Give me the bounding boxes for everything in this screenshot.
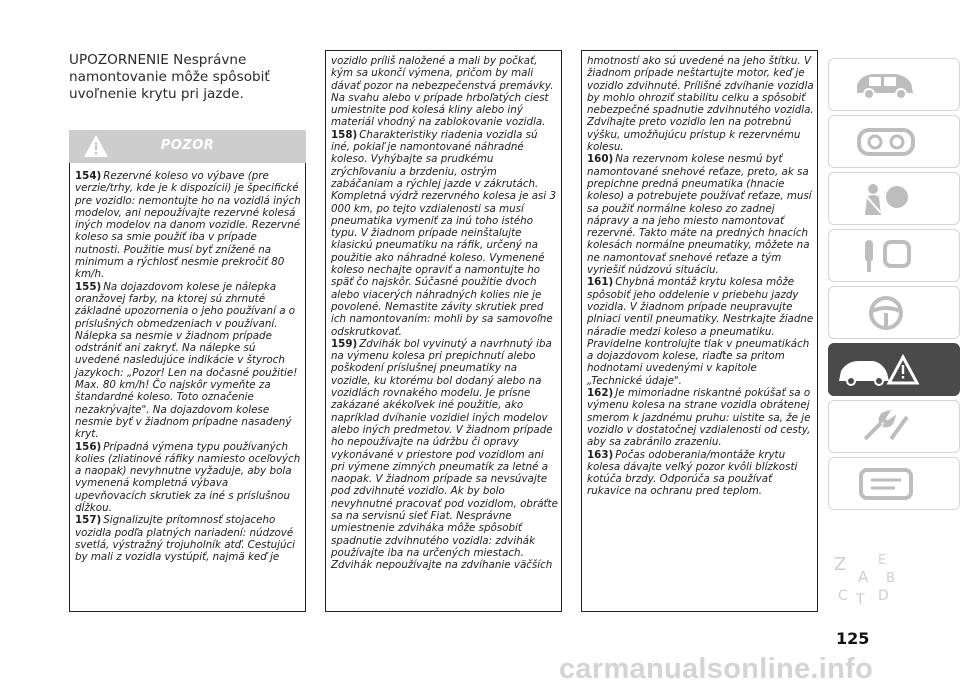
note-number: 155) [75,280,102,293]
note-text: Chybná montáž krytu kolesa môže spôsobiť jeho oddelenie v priebehu jazdy vozidla. V žiadnom prípade neupravujte plniaci ventil pneumatiky. Nestrkajte žiadne náradie medzi koleso a pneumatiku. Pravidelne kontrolujte tlak v pneumatikách a dojazdovom kolese, riaďte sa pritom hodnotami uvedenými v kapitole „Technické údaje". [587,276,814,387]
intro-text: Nesprávne namontovanie môže spôsobiť uvoľnenie krytu pri jazde. [69,52,270,102]
note-161 [587,276,814,387]
note-number: 163) [587,448,614,461]
note-160 [587,153,814,276]
note-154 [75,170,302,281]
column-2-text [331,55,558,571]
column-3-text [587,55,814,498]
note-text: Zdvihák bol vyvinutý a navrhnutý iba na výmenu kolesa pri prepichnutí alebo poškodení príslušnej pneumatiky na vozidle, ku ktorému bol dodaný alebo na vozidlách rovnakého modelu. Je prísne zakázané akékoľvek iné použitie, ako napríklad dvíhanie vozidiel iných modelov alebo iných predmetov. V žiadnom prípade ho nepoužívajte na údržbu či opravy vykonávané v priestore pod vozidlom ani pri výmene zimných pneumatík za letné a naopak. V žiadnom prípade sa nevsúvajte pod zdvihnuté vozidlo. Ak by bolo nevyhnutné pracovať pod vozidlom, obráťte sa na servisnú sieť Fiat. Nesprávne umiestnenie zdviháka môže spôsobiť spadnutie zdvihnutého vozidla: zdvihák používajte iba na určených miestach. Zdvihák nepoužívajte na zdvíhanie väčších [331,337,558,572]
index-letter: A [858,568,869,586]
note-text: Na dojazdovom kolese je nálepka oranžovej farby, na ktorej sú zhrnuté základné upozornenia o jeho používaní a o príslušných obmedzeniach v používaní. Nálepka sa nesmie v žiadnom prípade odstrániť ani zakryť. Na nálepke sú uvedené nasledujúce indikácie v štyroch jazykoch: „Pozor! Len na dočasné použitie! Max. 80 km/h! Čo najskôr vymeňte za štandardné koleso. Toto označenie nezakrývajte". Na dojazdovom kolese nesmie byť v žiadnom prípadne nasadený kryt. [75,280,298,441]
maintenance-icon [851,409,921,445]
note-text: hmotností ako sú uvedené na jeho štítku. V žiadnom prípade neštartujte motor, keď je vozidlo zdvihnuté. Prílišné zdvíhanie vozidla by mohlo ohroziť stabilitu celku a spôsobiť nebezpečné spadnutie zdvihnutého vozidla. Zdvíhajte preto vozidlo len na potrebnú výšku, umožňujúcu prístup k rezervnému kolesu. [587,55,814,154]
index-letter: Z [834,554,847,575]
page-number: 125 [836,629,870,648]
key-start-icon [851,238,921,274]
warning-box-column-3 [581,50,818,612]
note-number: 154) [75,170,102,182]
note-text: Na rezervnom kolese nesmú byť namontované snehové reťaze, preto, ak sa prepichne predná pneumatika (hnacie koleso) a potrebujete používať reťaze, musí sa použiť normálne koleso zo zadnej nápravy a na jeho miesto namontovať rezervné. Takto máte na predných hnacích kolesách normálne pneumatiky, môžete na ne namontovať snehové reťaze a tým vyriešiť núdzovú situáciu. [587,153,812,277]
note-number: 158) [331,128,358,141]
warning-box-column-2 [325,50,562,612]
warning-title: POZOR [160,138,215,153]
warning-box-column-1 [69,163,306,612]
note-156 [75,441,302,515]
dashboard-icon [851,124,921,160]
note-number: 156) [75,440,102,453]
note-text: Rezervné koleso vo výbave (pre verzie/trhy, kde je k dispozícii) je špecifické pre vozidlo: nemontujte ho na vozidlá iných modelov, ani nepoužívajte rezervné kolesá iných modelov na danom vozidle. Rezervné koleso sa smie použiť iba v prípade nutnosti. Použitie musí byť znížené na minimum a rýchlosť nesmie prekročiť 80 km/h. [75,170,301,281]
warning-header [69,130,306,163]
note-number: 162) [587,387,614,400]
watermark: carmanualsonline.info [559,653,874,685]
seatbelt-airbag-icon [851,181,921,217]
tab-dashboard[interactable] [828,115,960,168]
index-letter: B [886,571,895,586]
note-text: Prípadná výmena typu používaných kolies (zliatinové ráfiky namiesto oceľových a naopak) nevyhnutne vyžaduje, aby bola vymenená kompletná výbava upevňovacích skrutiek za iné s príslušnou dĺžkou. [75,440,301,515]
emergency-car-icon [833,351,923,389]
note-158 [331,129,558,338]
tab-car-info[interactable] [828,58,960,111]
tab-safety[interactable] [828,172,960,225]
note-157 [75,514,302,563]
note-text: vozidlo príliš naložené a mali by počkať, kým sa ukončí výmena, pričom by mali dávať pozor na nebezpečenstvá premávky. Na svahu alebo v prípade hrboľatých ciest umiestnite pod kolesá kliny alebo iný materiál vhodný na zablokovanie vozidla. [331,55,554,129]
tab-emergency[interactable] [828,343,960,396]
note-159-continued [587,55,814,153]
column-1-text [75,170,302,564]
chapter-tabs [828,58,960,514]
steering-wheel-icon [851,295,921,331]
note-text: Je mimoriadne riskantné pokúšať sa o výmenu kolesa na strane vozidla obrátenej smerom k jazdnému pruhu: uistite sa, že je vozidlo v dostatočnej vzdialenosti od cesty, aby sa zabránilo zrazeniu. [587,387,811,449]
intro-title: UPOZORNENIE [69,52,169,68]
tab-start[interactable] [828,229,960,282]
alphabetical-index-icon [828,548,928,610]
note-number: 161) [587,276,614,289]
note-163 [587,449,814,498]
note-number: 160) [587,153,614,166]
intro-note [69,52,309,103]
tab-maintenance[interactable] [828,400,960,453]
note-number: 159) [331,337,358,350]
note-text: Charakteristiky riadenia vozidla sú iné, pokiaľ je namontované náhradné koleso. Vyhýbajte sa prudkému zrýchľovaniu a brzdeniu, ostrým zabáčaniam a rýchlej jazde v zákrutách. Kompletná výdrž rezervného kolesa je asi 3 000 km, po tejto vzdialenosti sa musí pneumatika vymeniť za inú toho istého typu. V žiadnom prípade neinštalujte klasickú pneumatiku na ráfik, určený na použitie ako náhradné koleso. Vymenené koleso nechajte opraviť a namontujte ho späť čo najskôr. Súčasné použitie dvoch alebo viacerých náhradných kolies nie je povolené. Nemastite závity skrutiek pred ich namontovaním: mohli by sa samovoľne odskrutkovať. [331,128,557,338]
technical-data-icon [851,466,921,502]
note-155 [75,281,302,441]
index-letter: D [878,588,889,604]
note-159 [331,338,558,572]
index-letter: C [838,588,848,604]
index-letter: E [878,553,887,568]
note-number: 157) [75,514,102,527]
tab-technical-data[interactable] [828,457,960,510]
note-162 [587,387,814,448]
note-157-continued [331,55,558,129]
car-info-icon [851,67,921,103]
index-letter: T [856,592,865,608]
tab-driving[interactable] [828,286,960,339]
note-text: Počas odoberania/montáže krytu kolesa dávajte veľký pozor kvôli blízkosti kotúča brzdy. Odporúča sa používať rukavice na ochranu pred teplom. [587,448,798,498]
note-text: Signalizujte prítomnosť stojaceho vozidla podľa platných nariadení: núdzové svetlá, výstražný trojuholník atď. Cestujúci by mali z vozidla vystúpiť, najmä keď je [75,514,296,564]
